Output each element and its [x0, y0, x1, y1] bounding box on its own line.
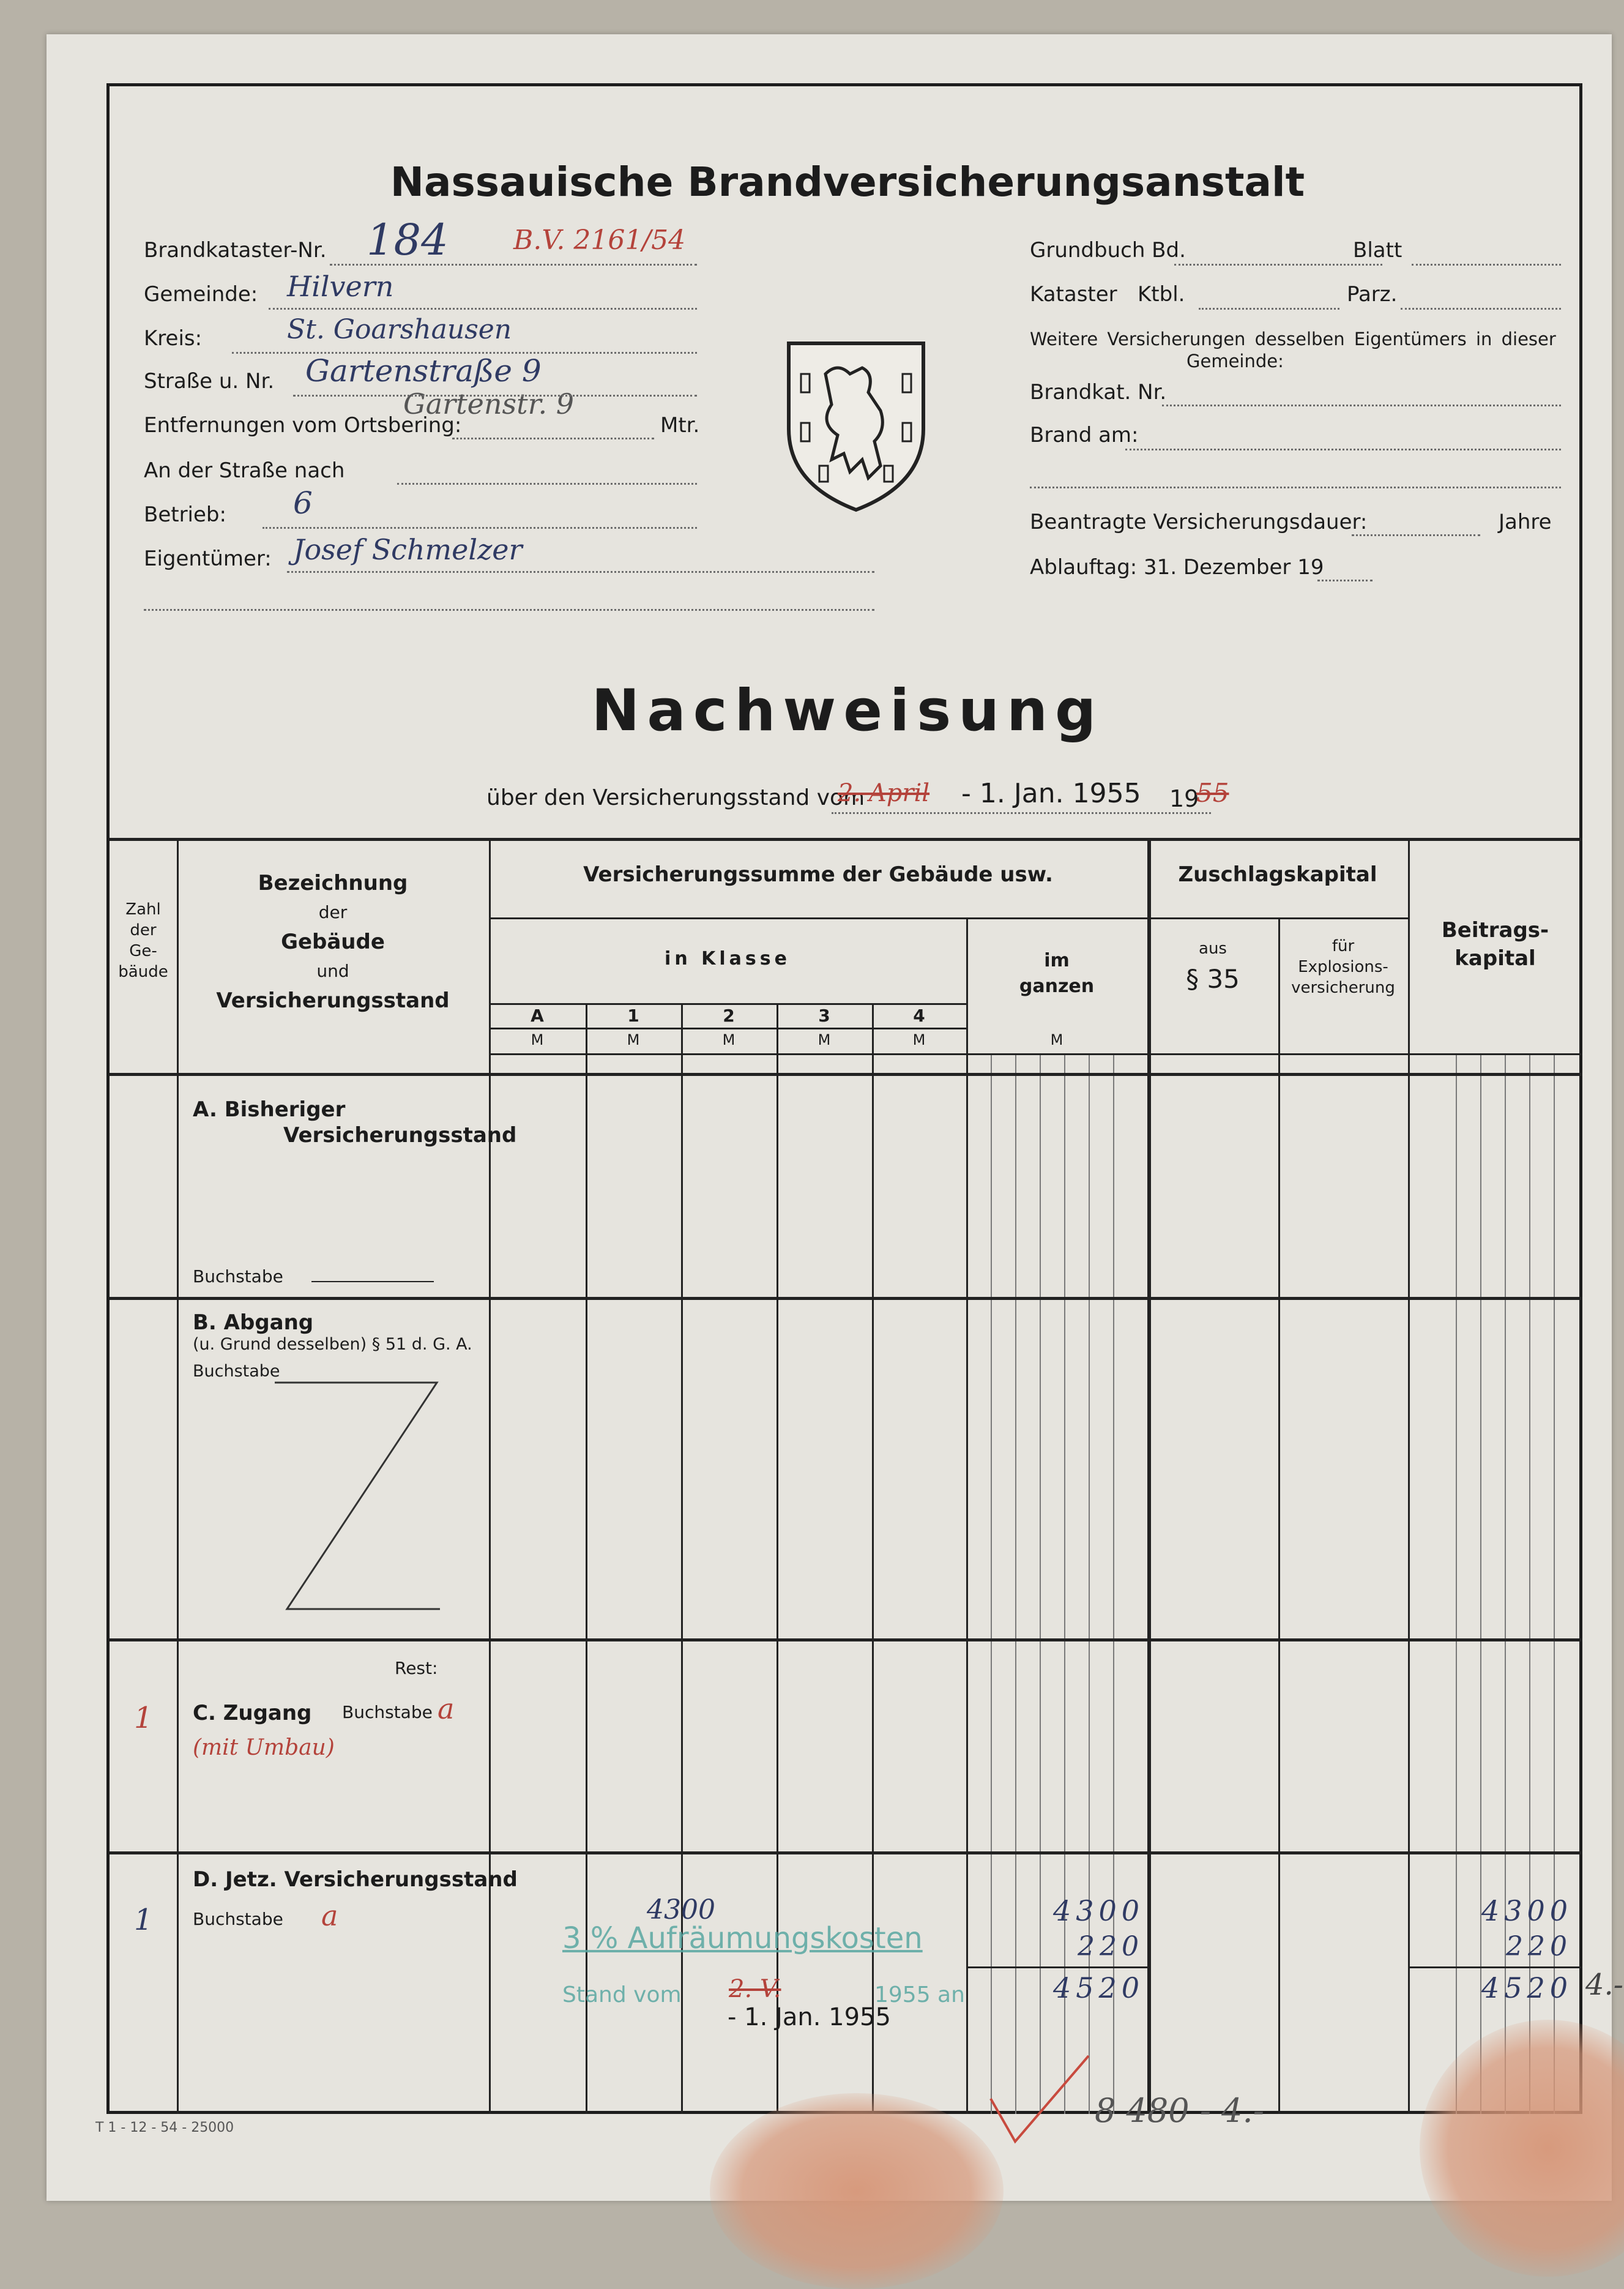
bez-line-3: Gebäude [281, 930, 385, 954]
beitrag-line-2: kapital [1455, 946, 1536, 971]
beitrag-line-1: Beitrags- [1441, 918, 1549, 943]
subtitle-struck-date: 2. April [838, 779, 930, 807]
section-a-buchstabe: Buchstabe [193, 1266, 283, 1286]
parz-line [1401, 308, 1561, 310]
ruling-beitrag-1 [1456, 1053, 1457, 2114]
gemeinde-label: Gemeinde: [144, 282, 258, 307]
header-line-klasse [489, 1003, 966, 1005]
ruling-ganzen-4 [1064, 1053, 1065, 2114]
im-ganzen-line-1: im [1044, 950, 1070, 971]
stamp-line-2-struck: 2. V. [729, 1975, 781, 2003]
section-c-rest: Rest: [395, 1658, 438, 1678]
table-top-border [110, 838, 1582, 841]
value-beitrag-3: 4520 [1481, 1971, 1573, 2004]
kreis-value: St. Goarshausen [287, 314, 512, 345]
col-divider-zahl [177, 838, 179, 2114]
col-bez-header [177, 868, 489, 1015]
strasse-value: Gartenstraße 9 [305, 353, 542, 389]
ruling-ganzen-1 [991, 1053, 992, 2114]
subtitle-stamp-date: - 1. Jan. 1955 [961, 778, 1141, 809]
im-ganzen-line-2: ganzen [1019, 976, 1095, 997]
subtitle-line [832, 812, 1211, 814]
explosion-line-3: versicherung [1291, 979, 1395, 997]
weitere-label: Weitere Versicherungen desselben Eigentümers in dieser [1030, 329, 1556, 349]
klasse-a: A [531, 1006, 544, 1026]
strasse-value-2: Gartenstr. 9 [403, 387, 575, 420]
kreis-label: Kreis: [144, 326, 203, 351]
section-d-buchstabe: Buchstabe [193, 1909, 283, 1929]
brand-am-line-2 [1030, 487, 1561, 488]
ruling-beitrag-2 [1480, 1053, 1481, 2114]
value-ganzen-1: 4300 [1053, 1894, 1145, 1927]
form-code: T 1 - 12 - 54 - 25000 [95, 2120, 234, 2135]
betrieb-label: Betrieb: [144, 502, 226, 527]
ablauf-label: Ablauftag: 31. Dezember 19 [1030, 555, 1324, 580]
stamp-date-2: - 1. Jan. 1955 [728, 2003, 891, 2031]
section-d-buchstabe-value: a [321, 1899, 338, 1932]
col-zahl-header [110, 899, 177, 982]
col-divider-summe [1147, 838, 1151, 2114]
ablauf-line [1317, 580, 1373, 581]
brandkat-label: Brandkat. Nr. [1030, 380, 1167, 405]
section-a-title: A. Bisheriger [193, 1097, 346, 1122]
header-line-zuschlag [1147, 917, 1408, 919]
klasse-2: 2 [723, 1006, 735, 1026]
sum-line-beitrag [1408, 1966, 1582, 1968]
subtitle-year-struck: 55 [1196, 778, 1229, 808]
value-ganzen-2: 220 [1078, 1931, 1144, 1962]
strasse-label: Straße u. Nr. [144, 369, 275, 394]
zuschlag-header: Zuschlagskapital [1178, 862, 1377, 887]
section-c-note: (mit Umbau) [193, 1735, 335, 1760]
brand-am-label: Brand am: [1030, 423, 1139, 447]
section-d-count: 1 [134, 1903, 153, 1937]
zahl-line-2: der [130, 921, 157, 939]
col-divider-4 [966, 917, 968, 2114]
value-beitrag-1: 4300 [1481, 1894, 1573, 1927]
entfernungen-line [452, 438, 654, 439]
dauer-label: Beantragte Versicherungsdauer: [1030, 510, 1368, 534]
header-line-mark [489, 1053, 1582, 1055]
jahre-label: Jahre [1499, 510, 1552, 534]
explosion-line-2: Explosions- [1298, 958, 1388, 976]
eigentuemer-line [287, 571, 874, 573]
brand-am-line [1125, 449, 1561, 450]
section-d-title: D. Jetz. Versicherungsstand [193, 1867, 518, 1892]
betrieb-line [263, 527, 697, 529]
zahl-line-3: Ge- [129, 942, 157, 960]
section-c-count: 1 [134, 1701, 153, 1735]
value-beitrag-suffix: 4.- [1585, 1968, 1624, 2002]
ktbl-line [1199, 308, 1339, 310]
dauer-line [1352, 534, 1480, 536]
value-ganzen-3: 4520 [1053, 1971, 1145, 2004]
para35-header: § 35 [1186, 964, 1240, 994]
subtitle-year-prefix: 19 [1169, 785, 1199, 812]
gemeinde-line [269, 308, 697, 310]
explosion-line-1: für [1332, 937, 1355, 955]
ruling-ganzen-2 [1015, 1053, 1016, 2114]
an-der-strasse-line [397, 483, 697, 485]
section-a-title-2: Versicherungsstand [283, 1123, 517, 1148]
stamp-line-1: 3 % Aufräumungskosten [562, 1921, 923, 1955]
value-beitrag-2: 220 [1506, 1931, 1572, 1962]
col-divider-zuschlag [1408, 838, 1410, 2114]
check-mark-icon [985, 2050, 1095, 2148]
an-der-strasse-label: An der Straße nach [144, 458, 345, 483]
sum-line-ganzen [966, 1966, 1147, 1968]
col-divider-para35 [1278, 917, 1280, 2114]
header-line-klasse-2 [489, 1028, 966, 1029]
klasse-4: 4 [913, 1006, 925, 1026]
section-b-buchstabe: Buchstabe [193, 1362, 280, 1381]
mark-2: M [722, 1031, 736, 1048]
mark-4: M [912, 1031, 926, 1048]
brandkataster-ref: B.V. 2161/54 [513, 225, 686, 256]
subtitle-prefix: über den Versicherungsstand vom [486, 785, 865, 810]
brandkataster-line [330, 264, 697, 266]
section-line-a [110, 1297, 1582, 1300]
mark-a: M [531, 1031, 544, 1048]
brandkataster-label: Brandkataster-Nr. [144, 238, 327, 263]
mark-3: M [818, 1031, 831, 1048]
extra-line [144, 609, 874, 611]
zahl-line-1: Zahl [125, 900, 161, 919]
in-klasse-header: in Klasse [665, 948, 791, 969]
mark-ganzen: M [1050, 1031, 1063, 1048]
finger-blur-2-icon [710, 2093, 1004, 2289]
col-summe-header: Versicherungssumme der Gebäude usw. [583, 862, 1053, 887]
mark-1: M [627, 1031, 640, 1048]
section-c-buchstabe-value: a [438, 1692, 455, 1725]
kataster-label: Kataster [1030, 282, 1117, 307]
ktbl-label: Ktbl. [1138, 282, 1185, 307]
header-line-summe [489, 917, 1147, 919]
zahl-line-4: bäude [118, 963, 168, 981]
document-sheet [47, 34, 1624, 2201]
bez-line-5: Versicherungsstand [216, 988, 450, 1013]
weitere-label-2: Gemeinde: [1186, 351, 1284, 372]
grundbuch-line [1174, 264, 1382, 266]
aus-header: aus [1199, 939, 1227, 958]
stamp-line-2-prefix: Stand vom [562, 1982, 682, 2007]
section-c-title: C. Zugang [193, 1701, 312, 1725]
brandkat-line [1162, 405, 1561, 406]
section-c-buchstabe: Buchstabe [342, 1702, 433, 1722]
grundbuch-label: Grundbuch Bd. [1030, 238, 1186, 263]
ruling-ganzen-3 [1040, 1053, 1041, 2114]
strasse-line [293, 395, 697, 397]
institution-title: Nassauische Brandversicherungsanstalt [390, 159, 1305, 206]
entfernungen-label: Entfernungen vom Ortsbering: [144, 413, 462, 438]
section-b-sub: (u. Grund desselben) § 51 d. G. A. [193, 1335, 472, 1354]
value-klasse-a: 4300 [647, 1894, 715, 1925]
im-ganzen-header [966, 948, 1147, 999]
parz-label: Parz. [1347, 282, 1398, 307]
stamp-line-2-suffix: 1955 an [874, 1982, 965, 2007]
blatt-label: Blatt [1353, 238, 1402, 263]
blatt-line [1412, 264, 1561, 266]
main-title: Nachweisung [591, 678, 1104, 744]
betrieb-value: 6 [293, 485, 313, 521]
klasse-3: 3 [818, 1006, 830, 1026]
gemeinde-value: Hilvern [287, 270, 394, 303]
z-cancel-mark-icon [263, 1376, 446, 1621]
brandkataster-value: 184 [367, 215, 449, 265]
explosion-header [1278, 936, 1408, 998]
bez-line-1: Bezeichnung [258, 871, 408, 895]
bez-line-2: der [318, 902, 348, 922]
bottom-note: 8 480 - 4.- [1095, 2091, 1264, 2130]
beitrag-header [1408, 916, 1582, 973]
bez-line-4: und [316, 961, 349, 981]
section-a-buchstabe-line [311, 1281, 434, 1282]
header-bottom-line [110, 1073, 1582, 1076]
section-line-c [110, 1851, 1582, 1854]
coat-of-arms-icon [783, 337, 929, 515]
eigentuemer-label: Eigentümer: [144, 547, 272, 571]
section-b-title: B. Abgang [193, 1310, 314, 1335]
eigentuemer-value: Josef Schmelzer [293, 533, 523, 566]
entfernungen-unit: Mtr. [660, 413, 700, 438]
klasse-1: 1 [627, 1006, 639, 1026]
section-line-b [110, 1638, 1582, 1641]
